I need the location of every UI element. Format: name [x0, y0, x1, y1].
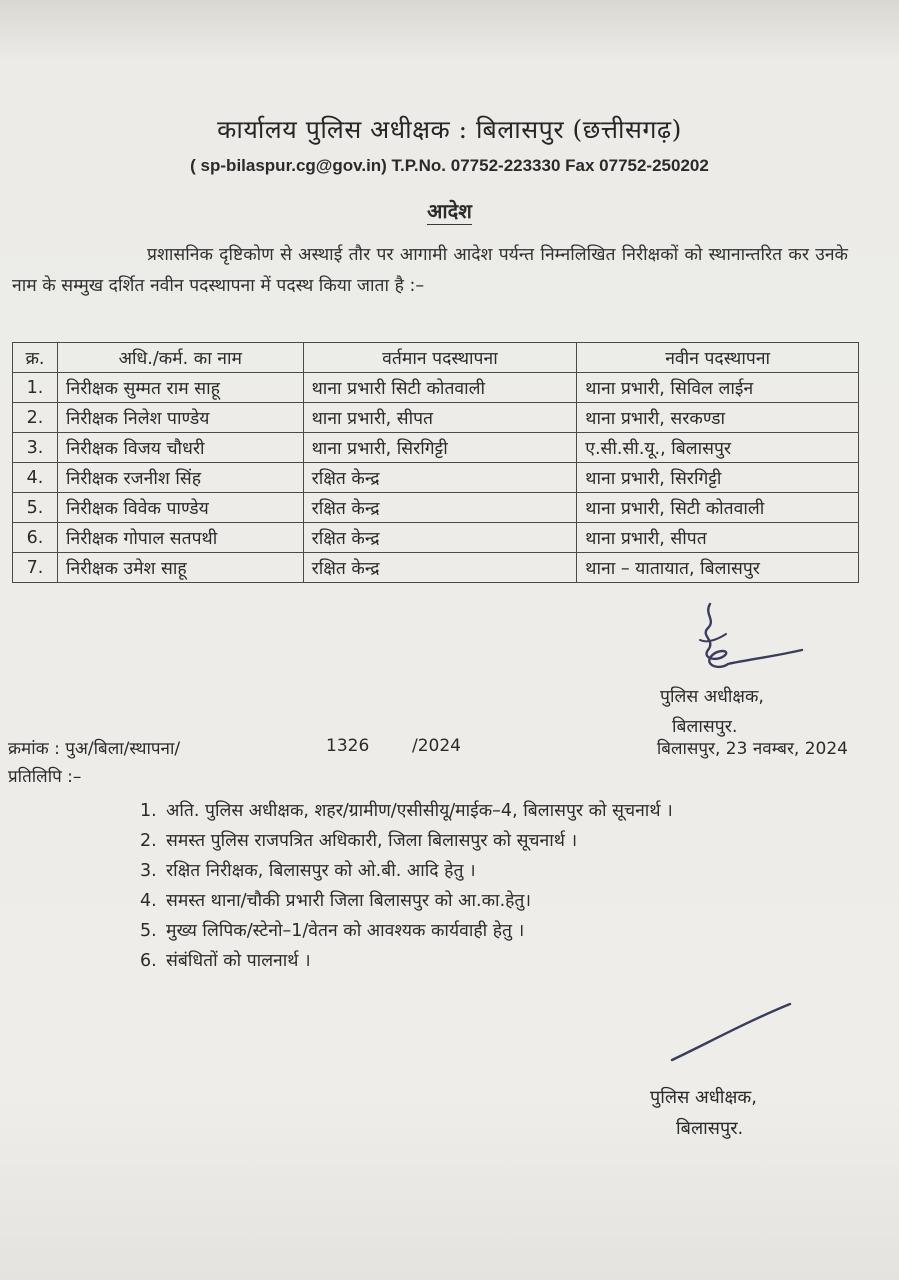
- office-title: कार्यालय पुलिस अधीक्षक : बिलासपुर (छत्तीसगढ़): [217, 115, 682, 144]
- list-item-text: समस्त पुलिस राजपत्रित अधिकारी, जिला बिलासपुर को सूचनार्थ ।: [166, 831, 578, 851]
- cell-name: निरीक्षक निलेश पाण्डेय: [58, 403, 304, 433]
- signatory-1-place: बिलासपुर.: [672, 717, 738, 737]
- cell-new: थाना प्रभारी, सरकण्डा: [577, 403, 859, 433]
- cell-current: रक्षित केन्द्र: [303, 493, 577, 523]
- list-item-text: संबंधितों को पालनार्थ ।: [166, 951, 311, 971]
- cell-new: थाना प्रभारी, सिटी कोतवाली: [577, 493, 859, 523]
- copy-label: प्रतिलिपि :–: [8, 767, 82, 787]
- table-row: [13, 433, 859, 463]
- list-item-text: अति. पुलिस अधीक्षक, शहर/ग्रामीण/एसीसीयू/माईक–4, बिलासपुर को सूचनार्थ ।: [166, 801, 673, 821]
- list-item-number: 5.: [140, 921, 157, 941]
- table-row: [13, 523, 859, 553]
- list-item-text: रक्षित निरीक्षक, बिलासपुर को ओ.बी. आदि हेतु ।: [166, 861, 476, 881]
- list-item-number: 2.: [140, 831, 157, 851]
- copy-list: [140, 796, 840, 976]
- list-item: [140, 856, 840, 886]
- cell-sn: 2.: [13, 403, 58, 433]
- cell-current: रक्षित केन्द्र: [303, 523, 577, 553]
- table-header-row: [13, 343, 859, 373]
- list-item-number: 1.: [140, 801, 157, 821]
- signature-2: [666, 1000, 796, 1070]
- signatory-1-title: पुलिस अधीक्षक,: [660, 687, 764, 707]
- signatory-2-block: [650, 1082, 757, 1144]
- cell-new: थाना प्रभारी, सिविल लाईन: [577, 373, 859, 403]
- reference-number: 1326: [326, 736, 370, 756]
- cell-current: थाना प्रभारी सिटी कोतवाली: [303, 373, 577, 403]
- cell-current: थाना प्रभारी, सीपत: [303, 403, 577, 433]
- cell-sn: 6.: [13, 523, 58, 553]
- cell-name: निरीक्षक उमेश साहू: [58, 553, 304, 583]
- header-name: अधि./कर्म. का नाम: [58, 343, 304, 373]
- list-item: [140, 946, 840, 976]
- table-row: [13, 373, 859, 403]
- cell-sn: 7.: [13, 553, 58, 583]
- cell-new: थाना – यातायात, बिलासपुर: [577, 553, 859, 583]
- cell-sn: 3.: [13, 433, 58, 463]
- list-item: [140, 796, 840, 826]
- cell-new: थाना प्रभारी, सिरगिट्टी: [577, 463, 859, 493]
- cell-name: निरीक्षक विजय चौधरी: [58, 433, 304, 463]
- list-item: [140, 886, 840, 916]
- cell-sn: 4.: [13, 463, 58, 493]
- cell-sn: 5.: [13, 493, 58, 523]
- list-item: [140, 916, 840, 946]
- cell-current: रक्षित केन्द्र: [303, 463, 577, 493]
- table-row: [13, 493, 859, 523]
- list-item-text: समस्त थाना/चौकी प्रभारी जिला बिलासपुर को आ.का.हेतु।: [166, 891, 532, 911]
- cell-new: थाना प्रभारी, सीपत: [577, 523, 859, 553]
- cell-new: ए.सी.सी.यू., बिलासपुर: [577, 433, 859, 463]
- table-row: [13, 403, 859, 433]
- list-item: [140, 826, 840, 856]
- order-heading: [0, 197, 899, 224]
- intro-paragraph: प्रशासनिक दृष्टिकोण से अस्थाई तौर पर आगामी आदेश पर्यन्त निम्नलिखित निरीक्षकों को स्थानान्तरित कर उनके नाम के सम्मुख दर्शित नवीन पदस्थापना में पदस्थ किया जाता है :–: [12, 245, 848, 296]
- signature-1: [686, 600, 816, 680]
- cell-current: रक्षित केन्द्र: [303, 553, 577, 583]
- signatory-2-place: बिलासपुर.: [676, 1118, 744, 1139]
- signatory-2-title: पुलिस अधीक्षक,: [650, 1087, 757, 1108]
- table-row: [13, 553, 859, 583]
- header-sn: क्र.: [13, 343, 58, 373]
- header-new: नवीन पदस्थापना: [577, 343, 859, 373]
- order-heading-text: आदेश: [427, 199, 472, 223]
- cell-name: निरीक्षक सुम्मत राम साहू: [58, 373, 304, 403]
- list-item-number: 6.: [140, 951, 157, 971]
- reference-prefix: क्रमांक : पुअ/बिला/स्थापना/: [8, 739, 181, 759]
- table-row: [13, 463, 859, 493]
- cell-sn: 1.: [13, 373, 58, 403]
- signatory-1-block: [660, 682, 764, 742]
- contact-line: ( sp-bilaspur.cg@gov.in) T.P.No. 07752-223330 Fax 07752-250202: [190, 156, 709, 175]
- cell-name: निरीक्षक रजनीश सिंह: [58, 463, 304, 493]
- reference-year: /2024: [412, 736, 461, 756]
- header-current: वर्तमान पदस्थापना: [303, 343, 577, 373]
- postings-table: [12, 342, 859, 583]
- cell-name: निरीक्षक विवेक पाण्डेय: [58, 493, 304, 523]
- cell-current: थाना प्रभारी, सिरगिट्टी: [303, 433, 577, 463]
- list-item-text: मुख्य लिपिक/स्टेनो–1/वेतन को आवश्यक कार्यवाही हेतु ।: [166, 921, 525, 941]
- list-item-number: 3.: [140, 861, 157, 881]
- cell-name: निरीक्षक गोपाल सतपथी: [58, 523, 304, 553]
- reference-date: बिलासपुर, 23 नवम्बर, 2024: [656, 739, 848, 759]
- list-item-number: 4.: [140, 891, 157, 911]
